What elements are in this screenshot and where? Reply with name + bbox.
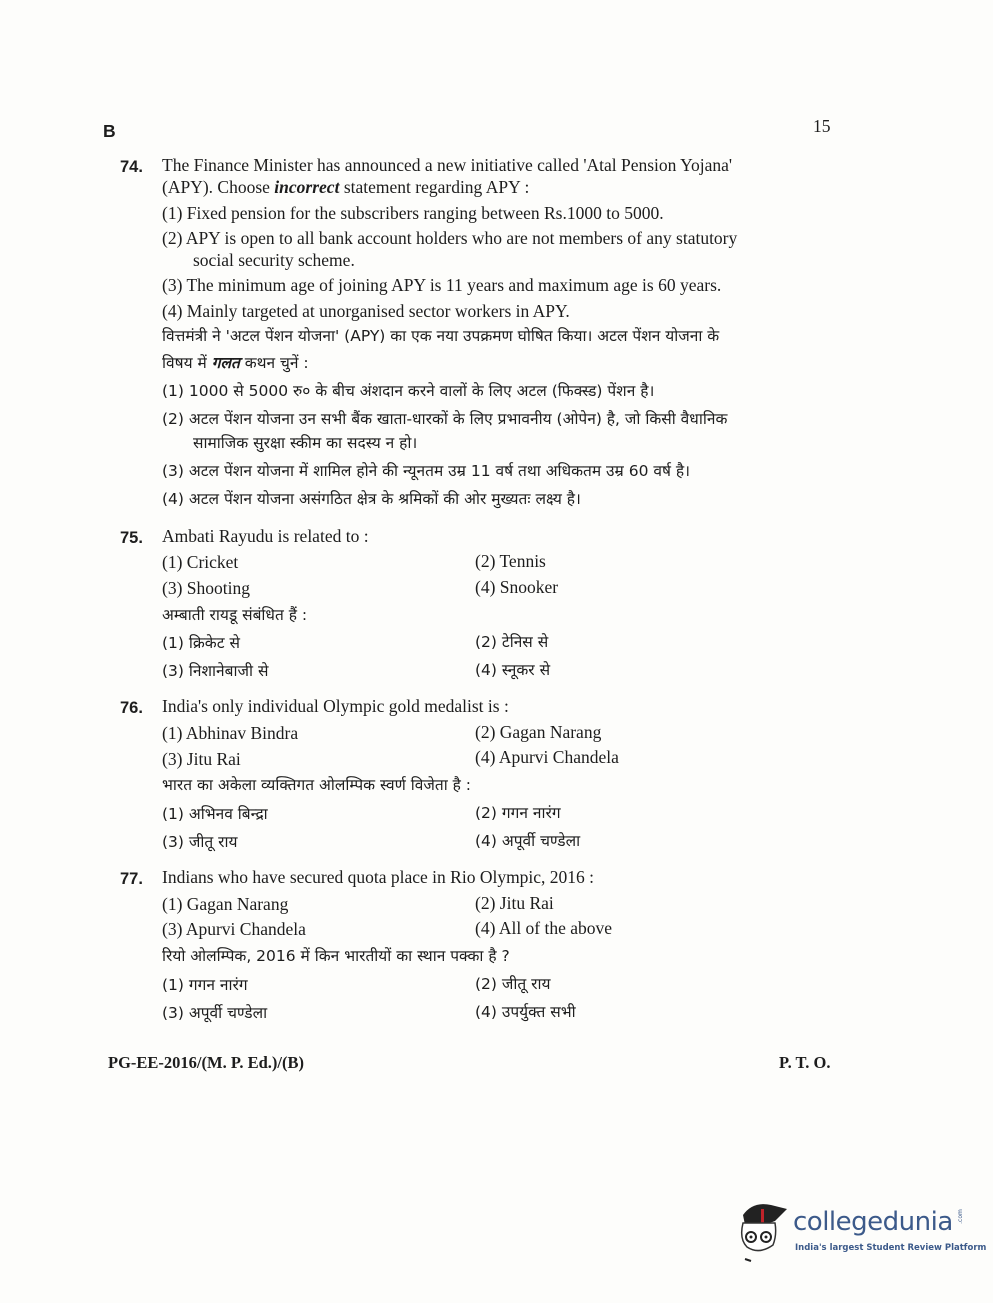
option-2: (2) Gagan Narang (475, 722, 602, 742)
option-3: (3) Shooting (162, 578, 250, 598)
mascot-icon (735, 1195, 795, 1265)
option-1-hindi: (1) 1000 से 5000 रु० के बीच अंशदान करने वालों के लिए अटल (फिक्स्ड) पेंशन है। (162, 382, 655, 400)
option-4: (4) Apurvi Chandela (475, 747, 619, 767)
option-2-hindi: (2) अटल पेंशन योजना उन सभी बैंक खाता-धारकों के लिए प्रभावनीय (ओपेन) है, जो किसी वैधानिक (162, 410, 728, 428)
option-3-hindi: (3) निशानेबाजी से (162, 662, 269, 680)
question-number: 74. (120, 158, 143, 176)
paper-code: PG-EE-2016/(M. P. Ed.)/(B) (108, 1053, 305, 1072)
option-1-hindi: (1) अभिनव बिन्द्रा (162, 805, 268, 823)
question-text-hindi: भारत का अकेला व्यक्तिगत ओलम्पिक स्वर्ण विजेता है : (162, 776, 472, 794)
option-4-hindi: (4) अटल पेंशन योजना असंगठित क्षेत्र के श्रमिकों की ओर मुख्यतः लक्ष्य है। (162, 490, 581, 508)
option-2: (2) Tennis (475, 551, 546, 571)
question-text-hindi: वित्तमंत्री ने 'अटल पेंशन योजना' (APY) का एक नया उपक्रमण घोषित किया। अटल पेंशन योजना के (162, 327, 720, 345)
page-number: 15 (813, 116, 831, 136)
option-3: (3) Apurvi Chandela (162, 919, 306, 939)
option-1: (1) Abhinav Bindra (162, 723, 299, 743)
brand-tld: .com (956, 1209, 964, 1224)
question-text: The Finance Minister has announced a new initiative called 'Atal Pension Yojana' (162, 155, 733, 175)
option-2: (2) APY is open to all bank account holders who are not members of any statutory (162, 228, 738, 248)
option-4-hindi: (4) उपर्युक्त सभी (475, 1003, 576, 1021)
option-1: (1) Cricket (162, 552, 239, 572)
option-2-hindi: (2) जीतू राय (475, 975, 551, 993)
collegedunia-logo (735, 1195, 987, 1265)
option-4: (4) Mainly targeted at unorganised sector workers in APY. (162, 301, 570, 321)
set-label: B (103, 121, 116, 141)
question-number: 77. (120, 870, 143, 888)
brand-tagline: India's largest Student Review Platform (795, 1243, 987, 1253)
option-2: (2) Jitu Rai (475, 893, 554, 913)
option-2-hindi-cont: सामाजिक सुरक्षा स्कीम का सदस्य न हो। (193, 434, 418, 452)
option-3-hindi: (3) अपूर्वी चण्डेला (162, 1004, 268, 1022)
option-4-hindi: (4) स्नूकर से (475, 661, 551, 679)
question-text: Indians who have secured quota place in Rio Olympic, 2016 : (162, 867, 595, 887)
question-number: 76. (120, 699, 143, 717)
option-1-hindi: (1) क्रिकेट से (162, 634, 240, 652)
option-4-hindi: (4) अपूर्वी चण्डेला (475, 832, 581, 850)
option-1: (1) Gagan Narang (162, 894, 289, 914)
option-3-hindi: (3) जीतू राय (162, 833, 238, 851)
option-1: (1) Fixed pension for the subscribers ranging between Rs.1000 to 5000. (162, 203, 664, 223)
question-text-hindi: अम्बाती रायडू संबंधित हैं : (162, 606, 308, 624)
option-2-cont: social security scheme. (193, 250, 355, 270)
option-3-hindi: (3) अटल पेंशन योजना में शामिल होने की न्यूनतम उम्र 11 वर्ष तथा अधिकतम उम्र 60 वर्ष है। (162, 462, 690, 480)
option-4: (4) All of the above (475, 918, 613, 938)
question-text: Ambati Rayudu is related to : (162, 526, 369, 546)
option-1-hindi: (1) गगन नारंग (162, 976, 248, 994)
brand-name: collegedunia (793, 1207, 953, 1237)
question-number: 75. (120, 529, 143, 547)
question-text: India's only individual Olympic gold medalist is : (162, 696, 509, 716)
question-text-hindi: विषय में गलत कथन चुनें : (162, 354, 309, 372)
option-2-hindi: (2) गगन नारंग (475, 804, 561, 822)
pto-label: P. T. O. (779, 1053, 831, 1072)
option-3: (3) Jitu Rai (162, 749, 241, 769)
option-2-hindi: (2) टेनिस से (475, 633, 549, 651)
question-text-hindi: रियो ओलम्पिक, 2016 में किन भारतीयों का स्थान पक्का है ? (162, 947, 510, 965)
option-3: (3) The minimum age of joining APY is 11 years and maximum age is 60 years. (162, 275, 722, 295)
question-text: (APY). Choose incorrect statement regarding APY : (162, 177, 530, 197)
option-4: (4) Snooker (475, 577, 559, 597)
